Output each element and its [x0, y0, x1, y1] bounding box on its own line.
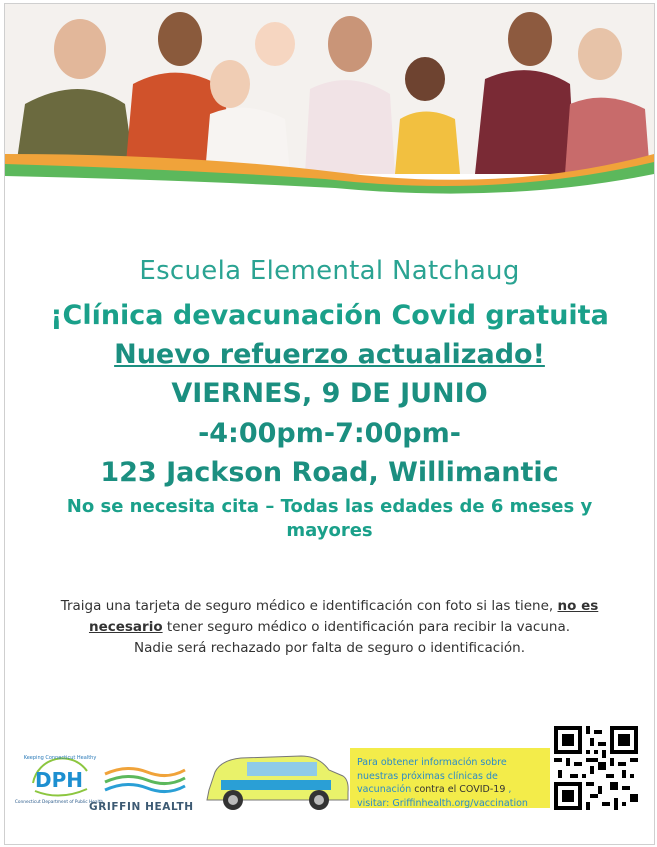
req-part-2: una tarjeta de seguro médico e identificación	[105, 598, 413, 614]
dph-logo-icon	[14, 749, 104, 815]
event-time: -4:00pm-7:00pm-	[198, 418, 461, 449]
requirements-text	[5, 596, 654, 659]
banner-part-2: contra el COVID-19	[414, 784, 506, 795]
svg-text:Keeping Connecticut Healthy: Keeping Connecticut Healthy	[23, 755, 97, 761]
req-no-rejection: Nadie será rechazado por falta de seguro o identificación.	[133, 640, 526, 656]
req-not-required: no es necesario	[88, 598, 599, 635]
clinic-headline: ¡Clínica devacunación Covid gratuita	[50, 300, 609, 331]
griffin-health-name: GRIFFIN HEALTH	[89, 801, 194, 813]
vaccination-van-icon	[201, 750, 351, 812]
school-name: Escuela Elemental Natchaug	[139, 256, 520, 286]
people-illustration	[5, 4, 654, 209]
qr-code-icon[interactable]	[554, 726, 638, 810]
banner-part-1: Para obtener información sobre nuestras próximas clínicas de vacunación	[357, 757, 507, 795]
booster-headline: Nuevo refuerzo actualizado!	[114, 339, 545, 370]
banner-link[interactable]: visitar: Griffinhealth.org/vaccination	[357, 797, 528, 809]
req-part-1: Traiga	[60, 598, 106, 614]
flyer-page	[4, 3, 655, 845]
req-part-3: con foto si las tiene,	[412, 598, 558, 614]
banner-text	[357, 756, 547, 810]
banner-part-3: ,	[505, 784, 512, 795]
hero-photo	[5, 4, 654, 209]
eligibility-note: No se necesita cita – Todas las edades de 6 meses y mayores	[66, 496, 593, 541]
req-part-5: tener seguro médico o identificación para recibir la vacuna.	[162, 619, 571, 635]
svg-text:DPH: DPH	[35, 768, 83, 792]
event-date: VIERNES, 9 DE JUNIO	[171, 378, 488, 409]
svg-text:Connecticut Department of Publ: Connecticut Department of Public Health	[14, 800, 104, 805]
event-address: 123 Jackson Road, Willimantic	[100, 457, 559, 488]
